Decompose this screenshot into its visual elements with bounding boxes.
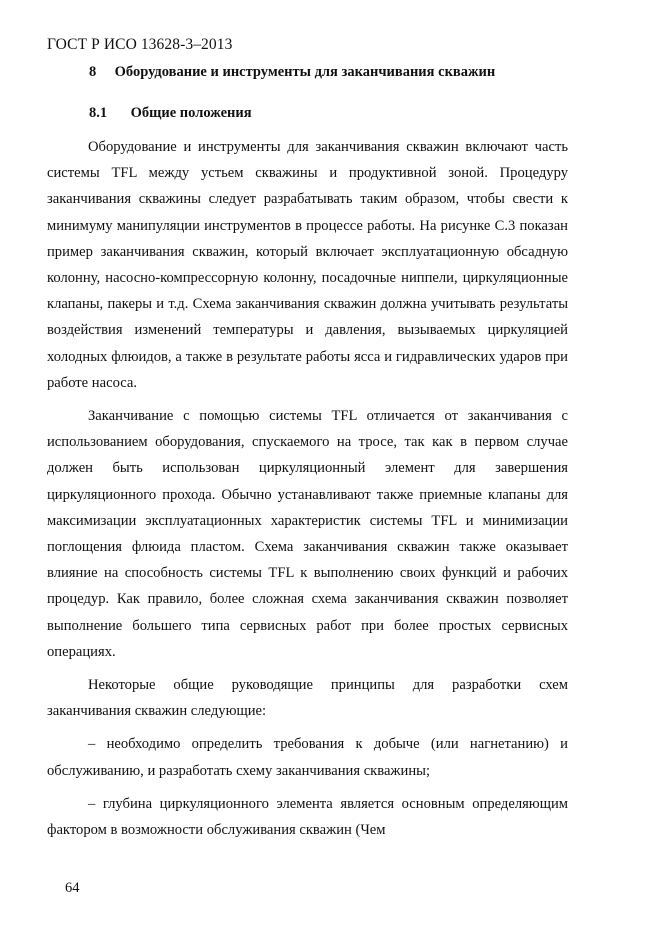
list-item: – глубина циркуляционного элемента является основным определяющим фактором в возможности обслуживания скважин (Чем — [47, 795, 568, 839]
section-title: Оборудование и инструменты для заканчивания скважин — [114, 64, 496, 80]
document-body — [47, 134, 568, 850]
subsection-number: 8.1 — [89, 105, 108, 121]
list-item: – необходимо определить требования к добыче (или нагнетанию) и обслуживанию, и разработать схему заканчивания скважины; — [47, 736, 568, 779]
paragraph: Некоторые общие руководящие принципы для разработки схем заканчивания скважин следующие: — [47, 677, 568, 720]
subsection-title: Общие положения — [130, 105, 252, 121]
paragraph: Оборудование и инструменты для заканчивания скважин включают часть системы TFL между устьем скважины и продуктивной зоной. Процедуру заканчивания скважины следует разрабатывать таким образом, чтобы свести к минимуму манипуляции инструментов в процессе работы. На рисунке С.3 показан пример заканчивания скважин, который включает эксплуатационную обсадную колонну, насосно-компрессорную колонну, посадочные ниппели, циркуляционные клапаны, пакеры и т.д. Схема заканчивания скважин должна учитывать результаты воздействия изменений температуры и давления, вызываемых циркуляцией холодных флюидов, а также в результате работы ясса и гидравлических ударов при работе насоса. — [47, 139, 568, 391]
paragraph: Заканчивание с помощью системы TFL отличается от заканчивания с использованием оборудования, спускаемого на тросе, так как в первом случае должен быть использован циркуляционный элемент для завершения циркуляционного прохода. Обычно устанавливают также приемные клапаны для максимизации эксплуатационных характеристик системы TFL и минимизации поглощения флюида пластом. Схема заканчивания скважин также оказывает влияние на способность системы TFL к выполнению своих функций и рабочих процедур. Как правило, более сложная схема заканчивания скважин позволяет выполнение большего типа сервисных работ при более простых сервисных операциях. — [47, 408, 568, 660]
subsection-heading — [89, 105, 252, 122]
document-code-header: ГОСТ Р ИСО 13628-3–2013 — [47, 36, 233, 53]
section-number: 8 — [89, 64, 97, 80]
section-heading — [89, 64, 495, 81]
page-number: 64 — [65, 880, 80, 896]
